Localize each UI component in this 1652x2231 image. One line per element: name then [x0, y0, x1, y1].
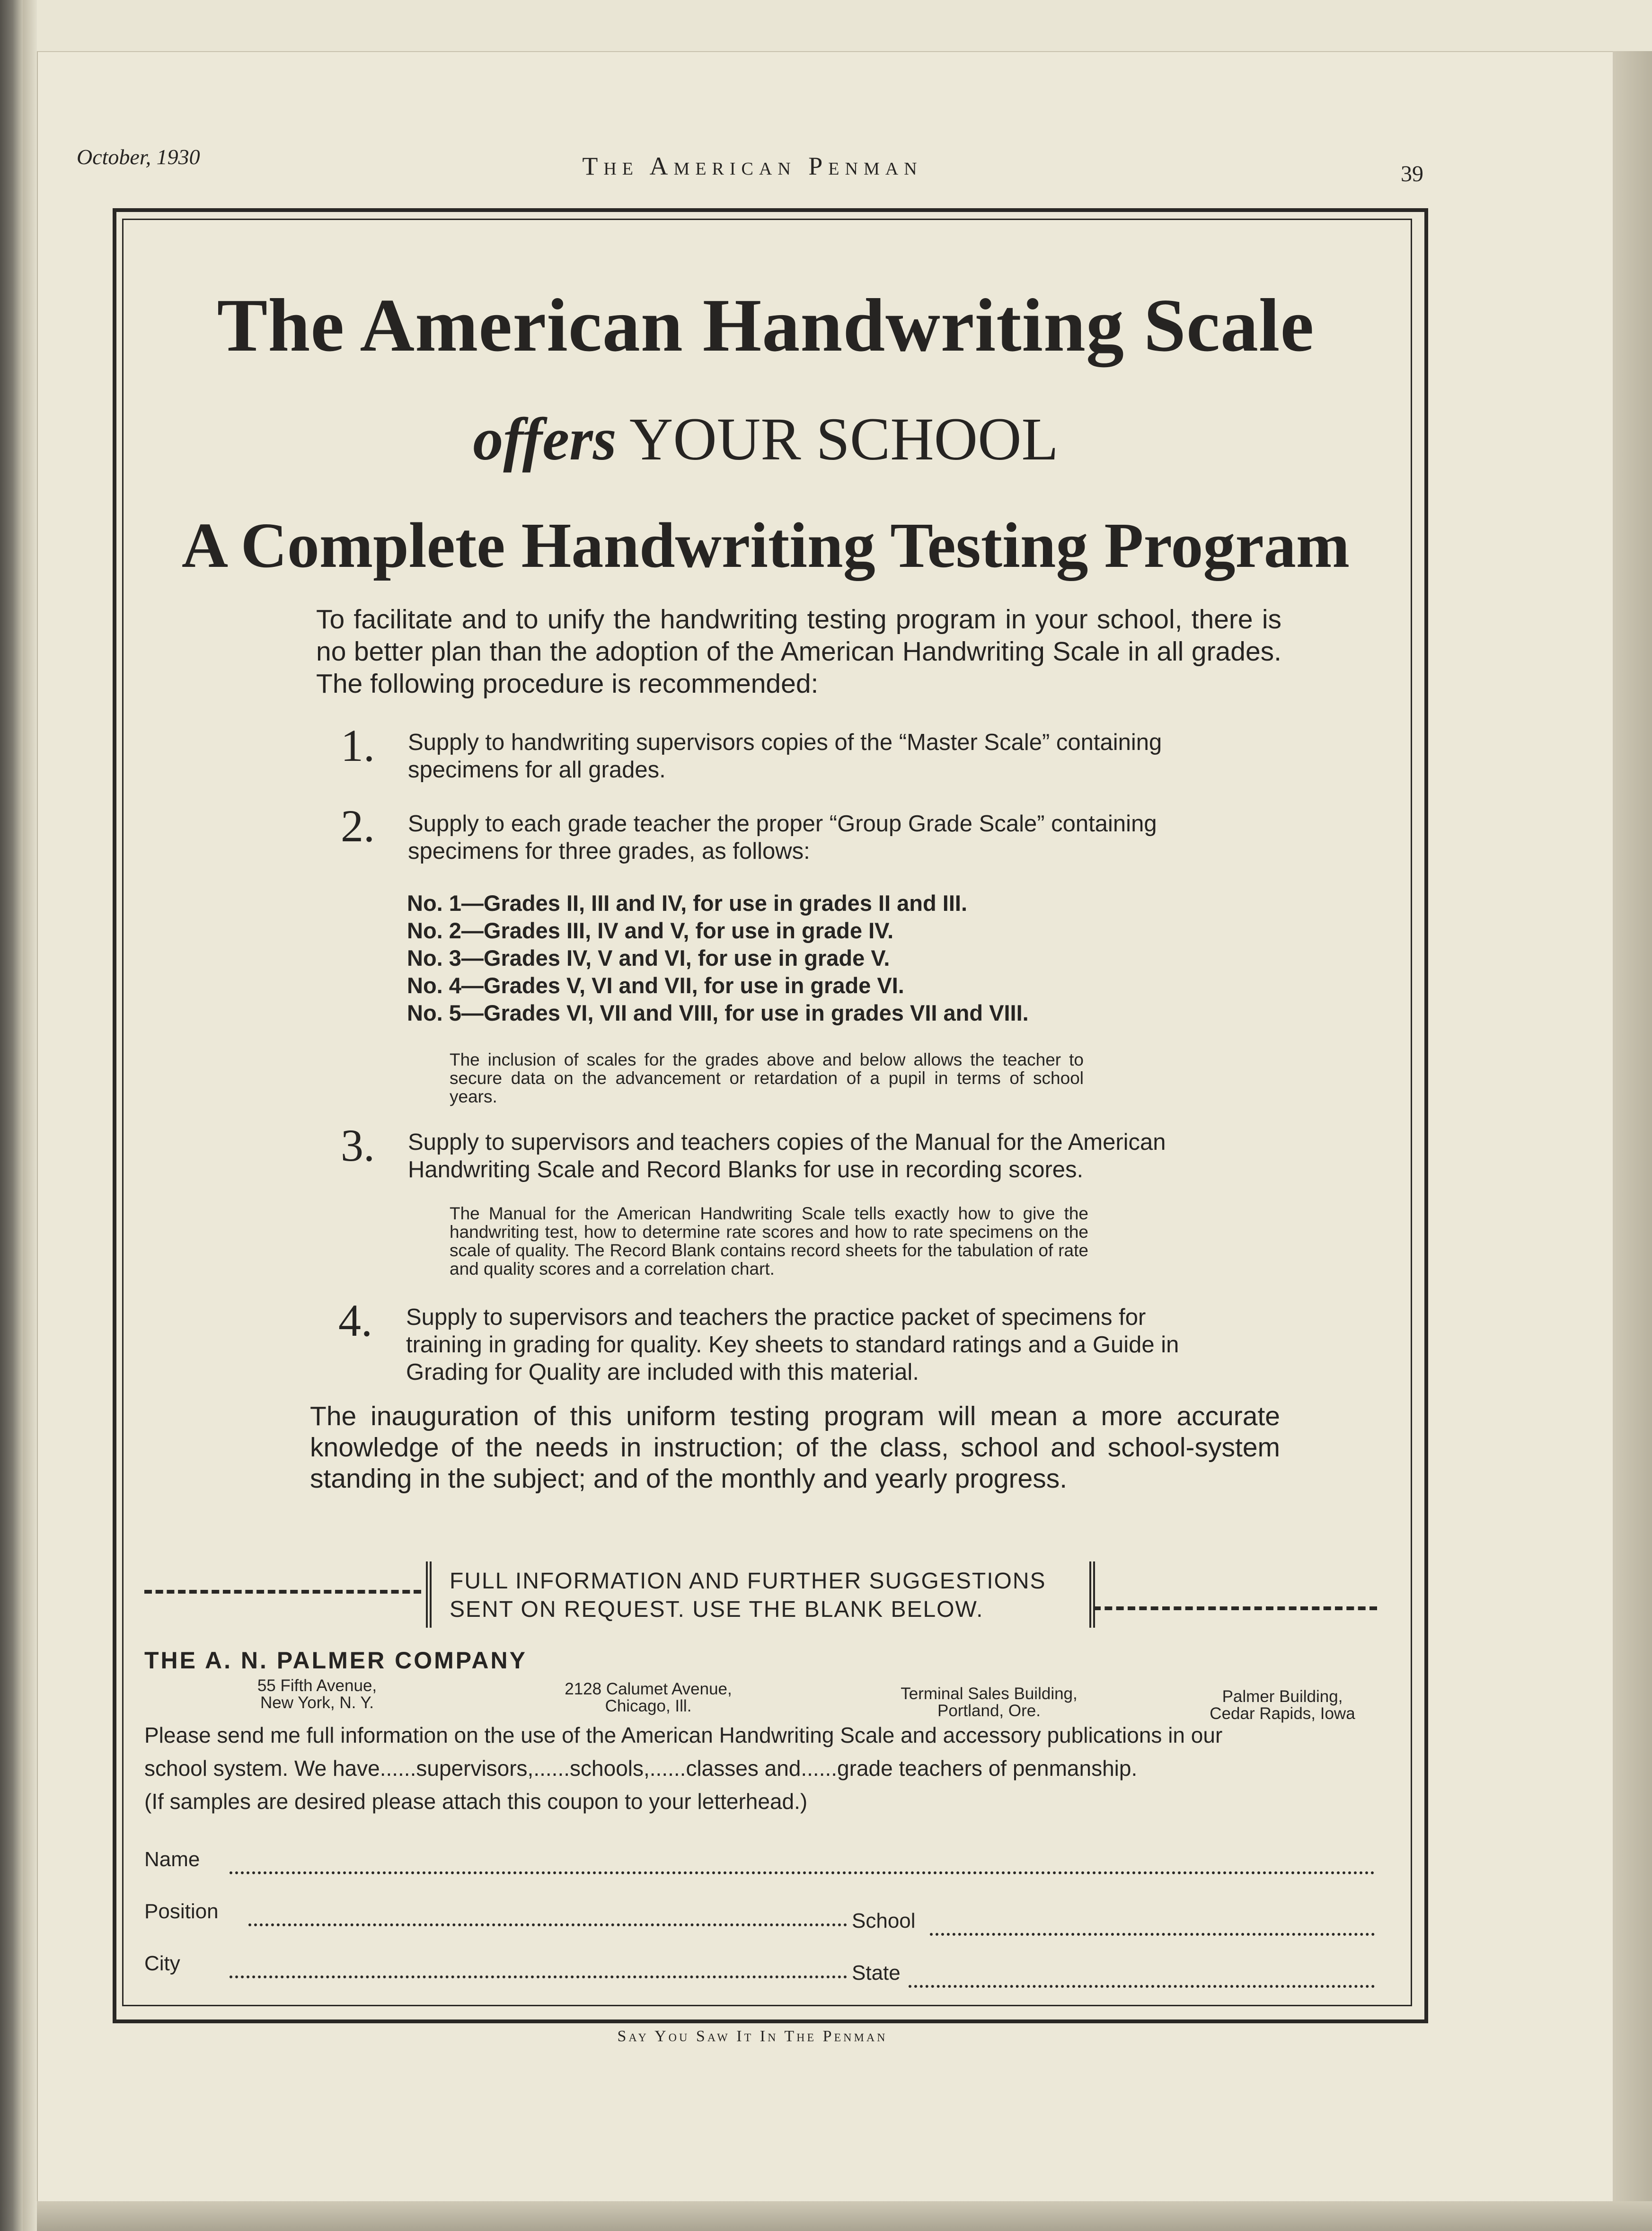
- request-text: [144, 1719, 1394, 1818]
- request-line-1: Please send me full information on the use of the American Handwriting Scale and accessory publications in our: [144, 1723, 1223, 1747]
- address-line: 55 Fifth Avenue,: [257, 1676, 377, 1695]
- ad-title: The American Handwriting Scale: [217, 283, 1315, 367]
- request-line-3: (If samples are desired please attach this coupon to your letterhead.): [144, 1789, 808, 1814]
- magazine-title: The American Penman: [582, 152, 923, 180]
- request-line-2: school system. We have......supervisors,......schools,......classes and......grade teachers of penmanship.: [144, 1756, 1138, 1781]
- item-text-3: Supply to supervisors and teachers copies of the Manual for the American Handwriting Scale and Record Blanks for use in recording scores.: [408, 1129, 1166, 1182]
- manual-note: The Manual for the American Handwriting Scale tells exactly how to give the handwriting test, how to determine rate scores and how to rate specimens on the scale of quality. The Record Blank contains record sheets for the tabulation of rate and quality scores and a correlation chart.: [450, 1204, 1088, 1279]
- item-number-2: 2.: [341, 801, 375, 851]
- request-banner: [450, 1567, 1074, 1624]
- address-line: 2128 Calumet Avenue,: [565, 1680, 732, 1698]
- intro-paragraph: [259, 603, 1281, 700]
- page-number: 39: [1401, 161, 1423, 186]
- page-edge-shadow: [1613, 51, 1652, 2231]
- ad-subtitle-2: A Complete Handwriting Testing Program: [181, 510, 1350, 581]
- city-label: City: [144, 1952, 180, 1975]
- item-number-4: 4.: [338, 1295, 372, 1346]
- position-field[interactable]: [248, 1923, 847, 1926]
- item-number-3: 3.: [341, 1120, 375, 1171]
- school-field[interactable]: [930, 1933, 1375, 1936]
- address-line: Portland, Ore.: [937, 1702, 1041, 1720]
- address-line: Cedar Rapids, Iowa: [1210, 1704, 1355, 1723]
- address-line: Chicago, Ill.: [605, 1697, 692, 1715]
- grade-list: [407, 890, 1164, 1027]
- ad-subtitle: [123, 405, 1408, 474]
- cut-line-right: [1093, 1606, 1377, 1610]
- grade-item-3: No. 3—Grades IV, V and VI, for use in grade V.: [407, 945, 890, 970]
- intro-text: To facilitate and to unify the handwriting testing program in your school, there is no better plan than the adoption of the American Handwriting Scale in all grades. The following procedure is recommended:: [316, 604, 1281, 699]
- address-cedar-rapids: [1183, 1688, 1382, 1722]
- address-line: New York, N. Y.: [260, 1693, 374, 1712]
- footer-slogan: Say You Saw It In The Penman: [617, 2028, 888, 2045]
- grade-item-4: No. 4—Grades V, VI and VII, for use in grade VI.: [407, 973, 904, 998]
- ad-subtitle-italic: offers: [473, 406, 617, 473]
- address-new-york: [208, 1677, 426, 1711]
- ad-subtitle-rest: YOUR SCHOOL: [629, 406, 1059, 473]
- address-line: Palmer Building,: [1222, 1687, 1343, 1706]
- issue-date: October, 1930: [77, 145, 200, 169]
- closing-paragraph: [258, 1401, 1280, 1494]
- state-label: State: [852, 1961, 901, 1984]
- name-label: Name: [144, 1848, 200, 1871]
- item-text-2: Supply to each grade teacher the proper “Group Grade Scale” containing specimens for three grades, as follows:: [408, 811, 1157, 864]
- address-chicago: [539, 1681, 757, 1715]
- position-label: Position: [144, 1900, 219, 1923]
- address-portland: [866, 1685, 1112, 1720]
- banner-line-1: FULL INFORMATION AND FURTHER SUGGESTIONS: [450, 1569, 1046, 1594]
- page-bottom-shadow: [37, 2201, 1652, 2231]
- address-line: Terminal Sales Building,: [901, 1684, 1078, 1703]
- grade-item-1: No. 1—Grades II, III and IV, for use in grades II and III.: [407, 891, 968, 916]
- scales-note: The inclusion of scales for the grades above and below allows the teacher to secure data on the advancement or retardation of a pupil in terms of school years.: [450, 1050, 1084, 1106]
- item-text-1: Supply to handwriting supervisors copies of the “Master Scale” containing specimens for all grades.: [408, 730, 1162, 783]
- name-field[interactable]: [230, 1871, 1375, 1874]
- cut-line-left: [144, 1590, 421, 1594]
- item-text-4: Supply to supervisors and teachers the practice packet of specimens for training in grading for quality. Key sheets to standard ratings and a Guide in Grading for Quality are included with this material.: [406, 1305, 1179, 1385]
- item-number-1: 1.: [341, 720, 375, 771]
- city-field[interactable]: [230, 1975, 847, 1978]
- binding-edge: [23, 0, 37, 2231]
- school-label: School: [852, 1909, 916, 1932]
- closing-text: The inauguration of this uniform testing program will mean a more accurate knowledge of the needs in instruction; of the class, school and school-system standing in the subject; and of the monthly and yearly progress.: [310, 1401, 1280, 1494]
- grade-item-2: No. 2—Grades III, IV and V, for use in grade IV.: [407, 918, 894, 943]
- binding-shadow: [0, 0, 23, 2231]
- banner-line-2: SENT ON REQUEST. USE THE BLANK BELOW.: [450, 1597, 984, 1622]
- company-name: THE A. N. PALMER COMPANY: [144, 1647, 527, 1674]
- state-field[interactable]: [909, 1985, 1375, 1988]
- grade-item-5: No. 5—Grades VI, VII and VIII, for use in grades VII and VIII.: [407, 1000, 1029, 1025]
